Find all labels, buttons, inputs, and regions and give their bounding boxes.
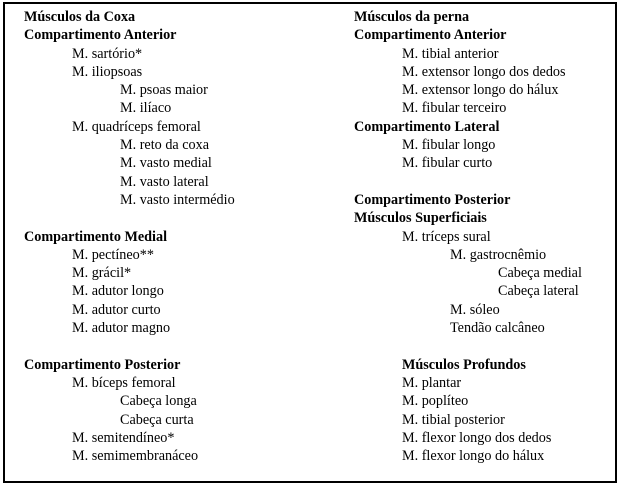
list-item: M. grácil* bbox=[72, 265, 132, 282]
list-item: M. extensor longo dos dedos bbox=[402, 63, 566, 80]
list-item: Cabeça medial bbox=[498, 265, 582, 282]
list-item: Tendão calcâneo bbox=[450, 320, 545, 337]
list-item: M. pectíneo** bbox=[72, 246, 154, 263]
list-item: M. adutor longo bbox=[72, 283, 164, 300]
list-item: M. tibial posterior bbox=[402, 411, 505, 428]
spacer bbox=[354, 337, 582, 355]
list-item: M. tríceps sural bbox=[402, 228, 491, 245]
list-item: M. quadríceps femoral bbox=[72, 118, 201, 135]
list-item: M. fibular longo bbox=[402, 137, 496, 154]
list-item: M. vasto intermédio bbox=[120, 191, 235, 208]
list-item: M. iliopsoas bbox=[72, 63, 143, 80]
list-item: M. gastrocnêmio bbox=[450, 246, 547, 263]
list-item: M. bíceps femoral bbox=[72, 374, 176, 391]
spacer bbox=[354, 173, 582, 191]
list-item: M. ilíaco bbox=[120, 100, 172, 117]
thigh-anterior-heading: Compartimento Anterior bbox=[24, 27, 177, 44]
list-item: M. sóleo bbox=[450, 301, 500, 318]
leg-title: Músculos da perna bbox=[354, 9, 470, 25]
leg-posterior-heading: Compartimento Posterior bbox=[354, 191, 511, 208]
list-item: M. reto da coxa bbox=[120, 137, 210, 154]
list-item: Cabeça lateral bbox=[498, 283, 579, 300]
list-item: M. tibial anterior bbox=[402, 45, 499, 62]
spacer bbox=[24, 209, 235, 227]
list-item: M. adutor curto bbox=[72, 301, 161, 318]
list-item: M. poplíteo bbox=[402, 393, 469, 410]
list-item: M. adutor magno bbox=[72, 320, 171, 337]
spacer bbox=[24, 337, 235, 355]
list-item: M. flexor longo dos dedos bbox=[402, 429, 552, 446]
list-item: Cabeça curta bbox=[120, 411, 194, 428]
thigh-muscles-column bbox=[24, 8, 235, 465]
leg-muscles-column bbox=[354, 8, 582, 465]
list-item: M. fibular curto bbox=[402, 155, 493, 172]
list-item: M. vasto lateral bbox=[120, 173, 209, 190]
thigh-medial-heading: Compartimento Medial bbox=[24, 228, 168, 245]
leg-lateral-heading: Compartimento Lateral bbox=[354, 118, 500, 135]
list-item: M. semitendíneo* bbox=[72, 429, 175, 446]
list-item: M. semimembranáceo bbox=[72, 448, 199, 465]
list-item: M. plantar bbox=[402, 374, 462, 391]
list-item: M. fibular terceiro bbox=[402, 100, 507, 117]
thigh-title: Músculos da Coxa bbox=[24, 9, 136, 25]
leg-anterior-heading: Compartimento Anterior bbox=[354, 27, 507, 44]
list-item: M. vasto medial bbox=[120, 155, 212, 172]
list-item: M. psoas maior bbox=[120, 82, 208, 99]
list-item: M. sartório* bbox=[72, 45, 143, 62]
list-item: Cabeça longa bbox=[120, 393, 197, 410]
leg-superficial-heading: Músculos Superficiais bbox=[354, 210, 487, 227]
list-item: M. flexor longo do hálux bbox=[402, 448, 545, 465]
list-item: M. extensor longo do hálux bbox=[402, 82, 559, 99]
leg-deep-heading: Músculos Profundos bbox=[402, 356, 526, 373]
thigh-posterior-heading: Compartimento Posterior bbox=[24, 356, 181, 373]
